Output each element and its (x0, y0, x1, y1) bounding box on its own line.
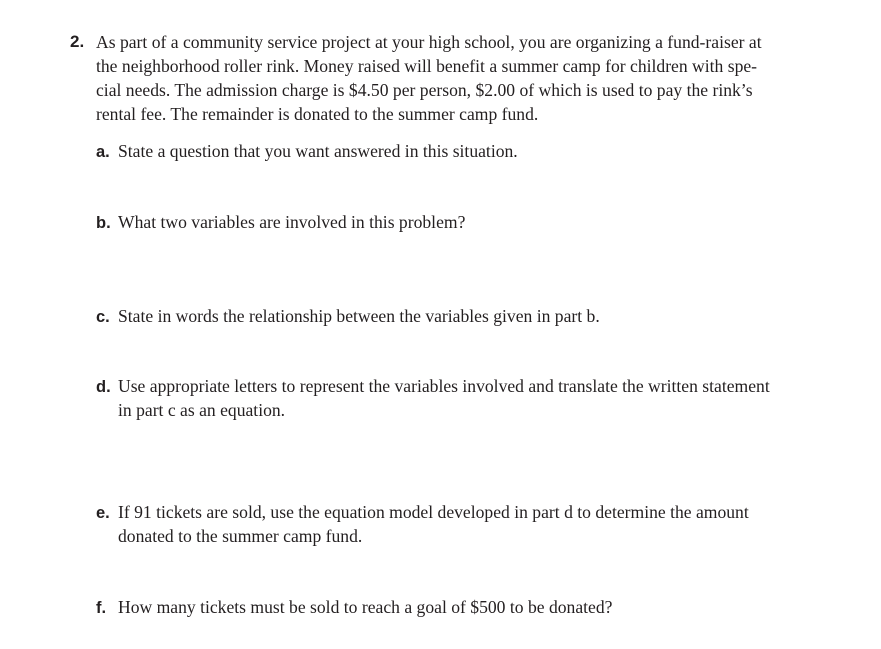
part-d (96, 374, 856, 422)
problem-2 (70, 30, 860, 126)
intro-line: rental fee. The remainder is donated to the summer camp fund. (96, 104, 539, 124)
part-e-line: donated to the summer camp fund. (118, 526, 363, 546)
part-c (96, 304, 856, 328)
part-f (96, 595, 856, 619)
part-e-text (118, 500, 856, 548)
intro-line: cial needs. The admission charge is $4.50 per person, $2.00 of which is used to pay the rink’s (96, 80, 753, 100)
part-letter: e. (96, 504, 110, 522)
part-letter: a. (96, 143, 110, 161)
part-letter: c. (96, 308, 110, 326)
part-d-text (118, 374, 856, 422)
intro-line: As part of a community service project at your high school, you are organizing a fund-raiser at (96, 32, 762, 52)
problem-number: 2. (70, 32, 85, 51)
part-letter: b. (96, 214, 111, 232)
part-d-line: in part c as an equation. (118, 400, 286, 420)
part-e-line: If 91 tickets are sold, use the equation model developed in part d to determine the amount (118, 502, 749, 522)
intro-line: the neighborhood roller rink. Money raised will benefit a summer camp for children with spe- (96, 56, 758, 76)
part-a-text: State a question that you want answered in this situation. (118, 141, 518, 161)
part-a (96, 139, 856, 163)
part-b-text: What two variables are involved in this problem? (118, 212, 466, 232)
part-letter: f. (96, 599, 107, 617)
part-f-text: How many tickets must be sold to reach a goal of $500 to be donated? (118, 597, 613, 617)
problem-intro (96, 30, 841, 126)
part-c-text: State in words the relationship between the variables given in part b. (118, 306, 600, 326)
part-e (96, 500, 856, 548)
part-d-line: Use appropriate letters to represent the variables involved and translate the written statement (118, 376, 770, 396)
part-letter: d. (96, 378, 111, 396)
part-b (96, 210, 856, 234)
